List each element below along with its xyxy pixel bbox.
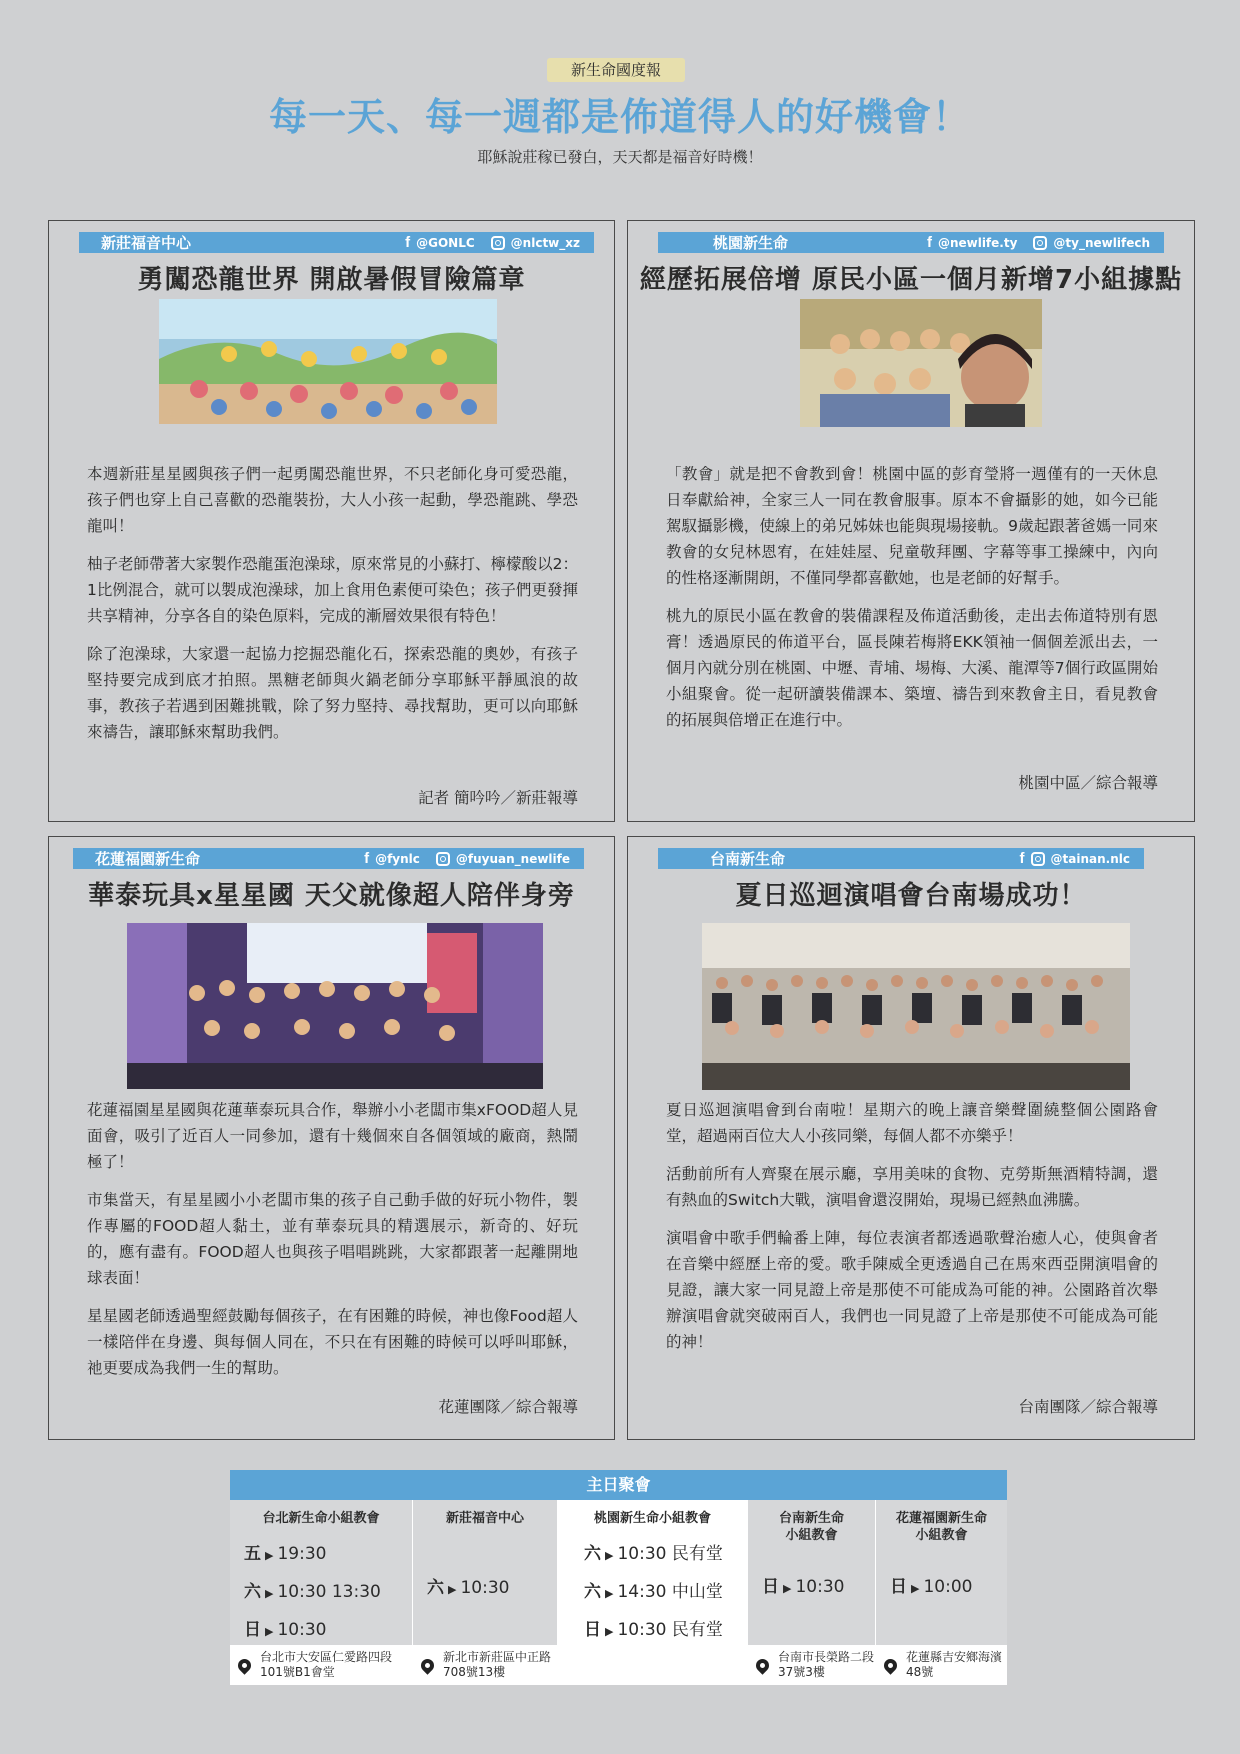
time-value: 14:30 中山堂	[617, 1582, 723, 1602]
social-handles	[364, 850, 584, 867]
church-name: 台南新生命 小組教會	[778, 1511, 844, 1543]
church-name: 台北新生命小組教會	[262, 1511, 380, 1526]
paragraph: 活動前所有人齊聚在展示廳，享用美味的食物、克勞斯無酒精特調，還有熱血的Switch大戰，演唱會還沒開始，現場已經熱血沸騰。	[666, 1165, 1158, 1209]
location-pin-icon	[235, 1656, 253, 1674]
triangle-right-icon: ▶	[265, 1549, 274, 1562]
paragraph: 夏日巡迴演唱會到台南啦！星期六的晚上讓音樂聲圍繞整個公園路會堂，超過兩百位大人小孩同樂，每個人都不亦樂乎！	[666, 1101, 1158, 1145]
instagram-handle[interactable]: @tainan.nlc	[1050, 851, 1130, 866]
day-label: 六	[244, 1582, 261, 1602]
time-value: 10:00	[923, 1577, 973, 1597]
article-body	[666, 1097, 1158, 1367]
day-label: 日	[584, 1620, 601, 1640]
service-time	[890, 1568, 1007, 1606]
paragraph: 「教會」就是把不會教到會！桃園中區的彭育瑩將一週僅有的一天休息日奉獻給神，全家三人一同在教會服事。原本不會攝影的她，如今已能駕馭攝影機，使線上的弟兄姊妹也能與現場接軌。9歲起跟著爸媽一同來教會的女兒林恩宥，在娃娃屋、兒童敬拜團、字幕等事工操練中，內向的性格逐漸開朗，不僅同學都喜歡她，也是老師的好幫手。	[666, 465, 1158, 587]
triangle-right-icon: ▶	[265, 1587, 274, 1600]
page-subtitle: 耶穌說莊稼已發白，天天都是福音好時機！	[477, 148, 763, 166]
time-value: 10:30	[460, 1578, 510, 1598]
card-header	[73, 848, 584, 869]
article-title: 華泰玩具x星星國 天父就像超人陪伴身旁	[88, 881, 575, 911]
instagram-icon	[436, 852, 450, 866]
article-title: 夏日巡迴演唱會台南場成功！	[735, 881, 1087, 911]
address-text: 花蓮縣吉安鄉海濱48號	[906, 1650, 1003, 1679]
day-label: 日	[244, 1620, 261, 1640]
church-address	[230, 1645, 412, 1685]
service-time	[584, 1535, 747, 1573]
day-label: 六	[584, 1544, 601, 1564]
service-time	[244, 1573, 412, 1611]
facebook-icon: f	[926, 234, 932, 251]
paragraph: 柚子老師帶著大家製作恐龍蛋泡澡球，原來常見的小蘇打、檸檬酸以2：1比例混合，就可以製成泡澡球，加上食用色素便可染色；孩子們更發揮共享精神，分享各自的染色原料，完成的漸層效果很有特色！	[87, 555, 578, 625]
triangle-right-icon: ▶	[448, 1583, 457, 1596]
article-byline: 花蓮團隊／綜合報導	[438, 1398, 578, 1416]
time-value: 10:30	[277, 1620, 327, 1640]
article-body	[87, 461, 578, 757]
paragraph: 演唱會中歌手們輪番上陣，每位表演者都透過歌聲治癒人心，使與會者在音樂中經歷上帝的愛。歌手陳威全更透過自己在馬來西亞開演唱會的見證，讓大家一同見證上帝是那使不可能成為可能的神。公園路首次舉辦演唱會就突破兩百人，我們也一同見證了上帝是那使不可能成為可能的神！	[666, 1229, 1158, 1351]
paragraph: 除了泡澡球，大家還一起協力挖掘恐龍化石，探索恐龍的奧妙，有孩子堅持要完成到底才拍照。黑糖老師與火鍋老師分享耶穌平靜風浪的故事，教孩子若遇到困難挑戰，除了努力堅持、尋找幫助，更可以向耶穌來禱告，讓耶穌來幫助我們。	[87, 645, 578, 741]
facebook-handle[interactable]: @GONLC	[416, 235, 475, 250]
unit-name: 新莊福音中心	[101, 234, 192, 252]
article-byline: 台南團隊／綜合報導	[1018, 1398, 1158, 1416]
church-column-taoyuan	[558, 1500, 748, 1685]
day-label: 六	[427, 1578, 444, 1598]
article-photo	[702, 923, 1130, 1090]
service-times	[748, 1552, 875, 1606]
article-card-xinzhuang	[48, 220, 615, 822]
triangle-right-icon: ▶	[605, 1625, 614, 1638]
article-title: 經歷拓展倍增 原民小區一個月新增7小組據點	[639, 265, 1183, 295]
day-label: 日	[890, 1577, 907, 1597]
service-time	[427, 1569, 557, 1607]
unit-name: 花蓮福園新生命	[95, 850, 201, 868]
card-header	[658, 848, 1144, 869]
article-photo	[127, 923, 543, 1089]
day-label: 六	[584, 1582, 601, 1602]
article-byline: 記者 簡吟吟／新莊報導	[418, 789, 578, 807]
church-name: 花蓮福園新生命 小組教會	[895, 1511, 987, 1543]
facebook-icon: f	[1019, 850, 1025, 867]
schedule-columns	[230, 1500, 1007, 1685]
triangle-right-icon: ▶	[265, 1625, 274, 1638]
newspaper-tag: 新生命國度報	[547, 58, 685, 82]
article-card-taoyuan	[627, 220, 1195, 822]
instagram-handle[interactable]: @nlctw_xz	[510, 235, 580, 250]
facebook-handle[interactable]: @fynlc	[375, 851, 420, 866]
facebook-handle[interactable]: @newlife.ty	[937, 235, 1018, 250]
article-byline: 桃園中區／綜合報導	[1018, 774, 1158, 792]
address-text: 台北市大安區仁愛路四段101號B1會堂	[260, 1650, 393, 1679]
paragraph: 星星國老師透過聖經鼓勵每個孩子，在有困難的時候，神也像Food超人一樣陪伴在身邊、與每個人同在，不只在有困難的時候可以呼叫耶穌，祂更要成為我們一生的幫助。	[87, 1307, 578, 1377]
paragraph: 花蓮福園星星國與花蓮華泰玩具合作，舉辦小小老闆市集xFOOD超人見面會，吸引了近百人一同參加，還有十幾個來自各個領域的廠商，熱鬧極了！	[87, 1101, 578, 1171]
day-label: 日	[762, 1577, 779, 1597]
church-column-hualien	[876, 1500, 1007, 1685]
time-value: 10:30 民有堂	[617, 1620, 723, 1640]
time-value: 10:30 民有堂	[617, 1544, 723, 1564]
social-handles	[927, 234, 1164, 251]
location-pin-icon	[753, 1656, 771, 1674]
facebook-icon: f	[405, 234, 411, 251]
church-column-xinzhuang	[413, 1500, 558, 1685]
article-card-hualien	[48, 836, 615, 1440]
triangle-right-icon: ▶	[911, 1582, 920, 1595]
triangle-right-icon: ▶	[783, 1582, 792, 1595]
day-label: 五	[244, 1544, 261, 1564]
service-time	[244, 1611, 412, 1649]
instagram-handle[interactable]: @fuyuan_newlife	[455, 851, 570, 866]
card-header	[658, 232, 1164, 253]
article-title: 勇闖恐龍世界 開啟暑假冒險篇章	[137, 265, 526, 295]
address-text: 台南市長榮路二段37號3樓	[778, 1650, 875, 1679]
church-column-taipei	[230, 1500, 413, 1685]
location-pin-icon	[418, 1656, 436, 1674]
social-handles	[405, 234, 594, 251]
time-value: 10:30	[795, 1577, 845, 1597]
paragraph: 桃九的原民小區在教會的裝備課程及佈道活動後，走出去佈道特別有恩膏！透過原民的佈道平台，區長陳若梅將EKK領袖一個個差派出去，一個月內就分別在桃園、中壢、青埔、埸梅、大溪、龍潭等7個行政區開始小組聚會。從一起研讀裝備課本、築壇、禱告到來教會主日，看見教會的拓展與倍增正在進行中。	[666, 607, 1158, 729]
instagram-icon	[491, 236, 505, 250]
facebook-icon: f	[364, 850, 370, 867]
service-times	[230, 1535, 412, 1649]
page-title: 每一天、每一週都是佈道得人的好機會！	[268, 95, 971, 139]
church-name: 桃園新生命小組教會	[593, 1511, 711, 1526]
church-address	[748, 1645, 875, 1685]
sunday-service-schedule	[230, 1470, 1007, 1685]
service-time	[762, 1568, 875, 1606]
service-times	[876, 1552, 1007, 1606]
church-address	[876, 1645, 1007, 1685]
triangle-right-icon: ▶	[605, 1549, 614, 1562]
card-header	[79, 232, 594, 253]
address-text: 新北市新莊區中正路708號13樓	[443, 1650, 552, 1679]
instagram-icon	[1031, 852, 1045, 866]
social-handles	[1020, 850, 1144, 867]
article-card-tainan	[627, 836, 1195, 1440]
article-body	[87, 1097, 578, 1393]
church-name: 新莊福音中心	[445, 1511, 524, 1526]
triangle-right-icon: ▶	[605, 1587, 614, 1600]
church-column-tainan	[748, 1500, 876, 1685]
article-photo	[159, 299, 497, 424]
service-times	[558, 1535, 747, 1649]
schedule-title: 主日聚會	[230, 1470, 1007, 1500]
church-address	[413, 1645, 557, 1685]
time-value: 19:30	[277, 1544, 327, 1564]
article-body	[666, 461, 1158, 745]
service-time	[244, 1535, 412, 1573]
unit-name: 台南新生命	[710, 850, 786, 868]
instagram-handle[interactable]: @ty_newlifech	[1053, 235, 1150, 250]
paragraph: 本週新莊星星國與孩子們一起勇闖恐龍世界，不只老師化身可愛恐龍，孩子們也穿上自己喜歡的恐龍裝扮，大人小孩一起動，學恐龍跳、學恐龍叫！	[87, 465, 578, 535]
article-photo	[800, 299, 1042, 427]
location-pin-icon	[881, 1656, 899, 1674]
instagram-icon	[1033, 236, 1047, 250]
paragraph: 市集當天，有星星國小小老闆市集的孩子自己動手做的好玩小物件，製作專屬的FOOD超人黏土，並有華泰玩具的精選展示，新奇的、好玩的，應有盡有。FOOD超人也與孩子唱唱跳跳，大家都跟著一起離開地球表面！	[87, 1191, 578, 1287]
service-times	[413, 1535, 557, 1607]
service-time	[584, 1611, 747, 1649]
unit-name: 桃園新生命	[713, 234, 789, 252]
time-value: 10:30 13:30	[277, 1582, 381, 1602]
service-time	[584, 1573, 747, 1611]
